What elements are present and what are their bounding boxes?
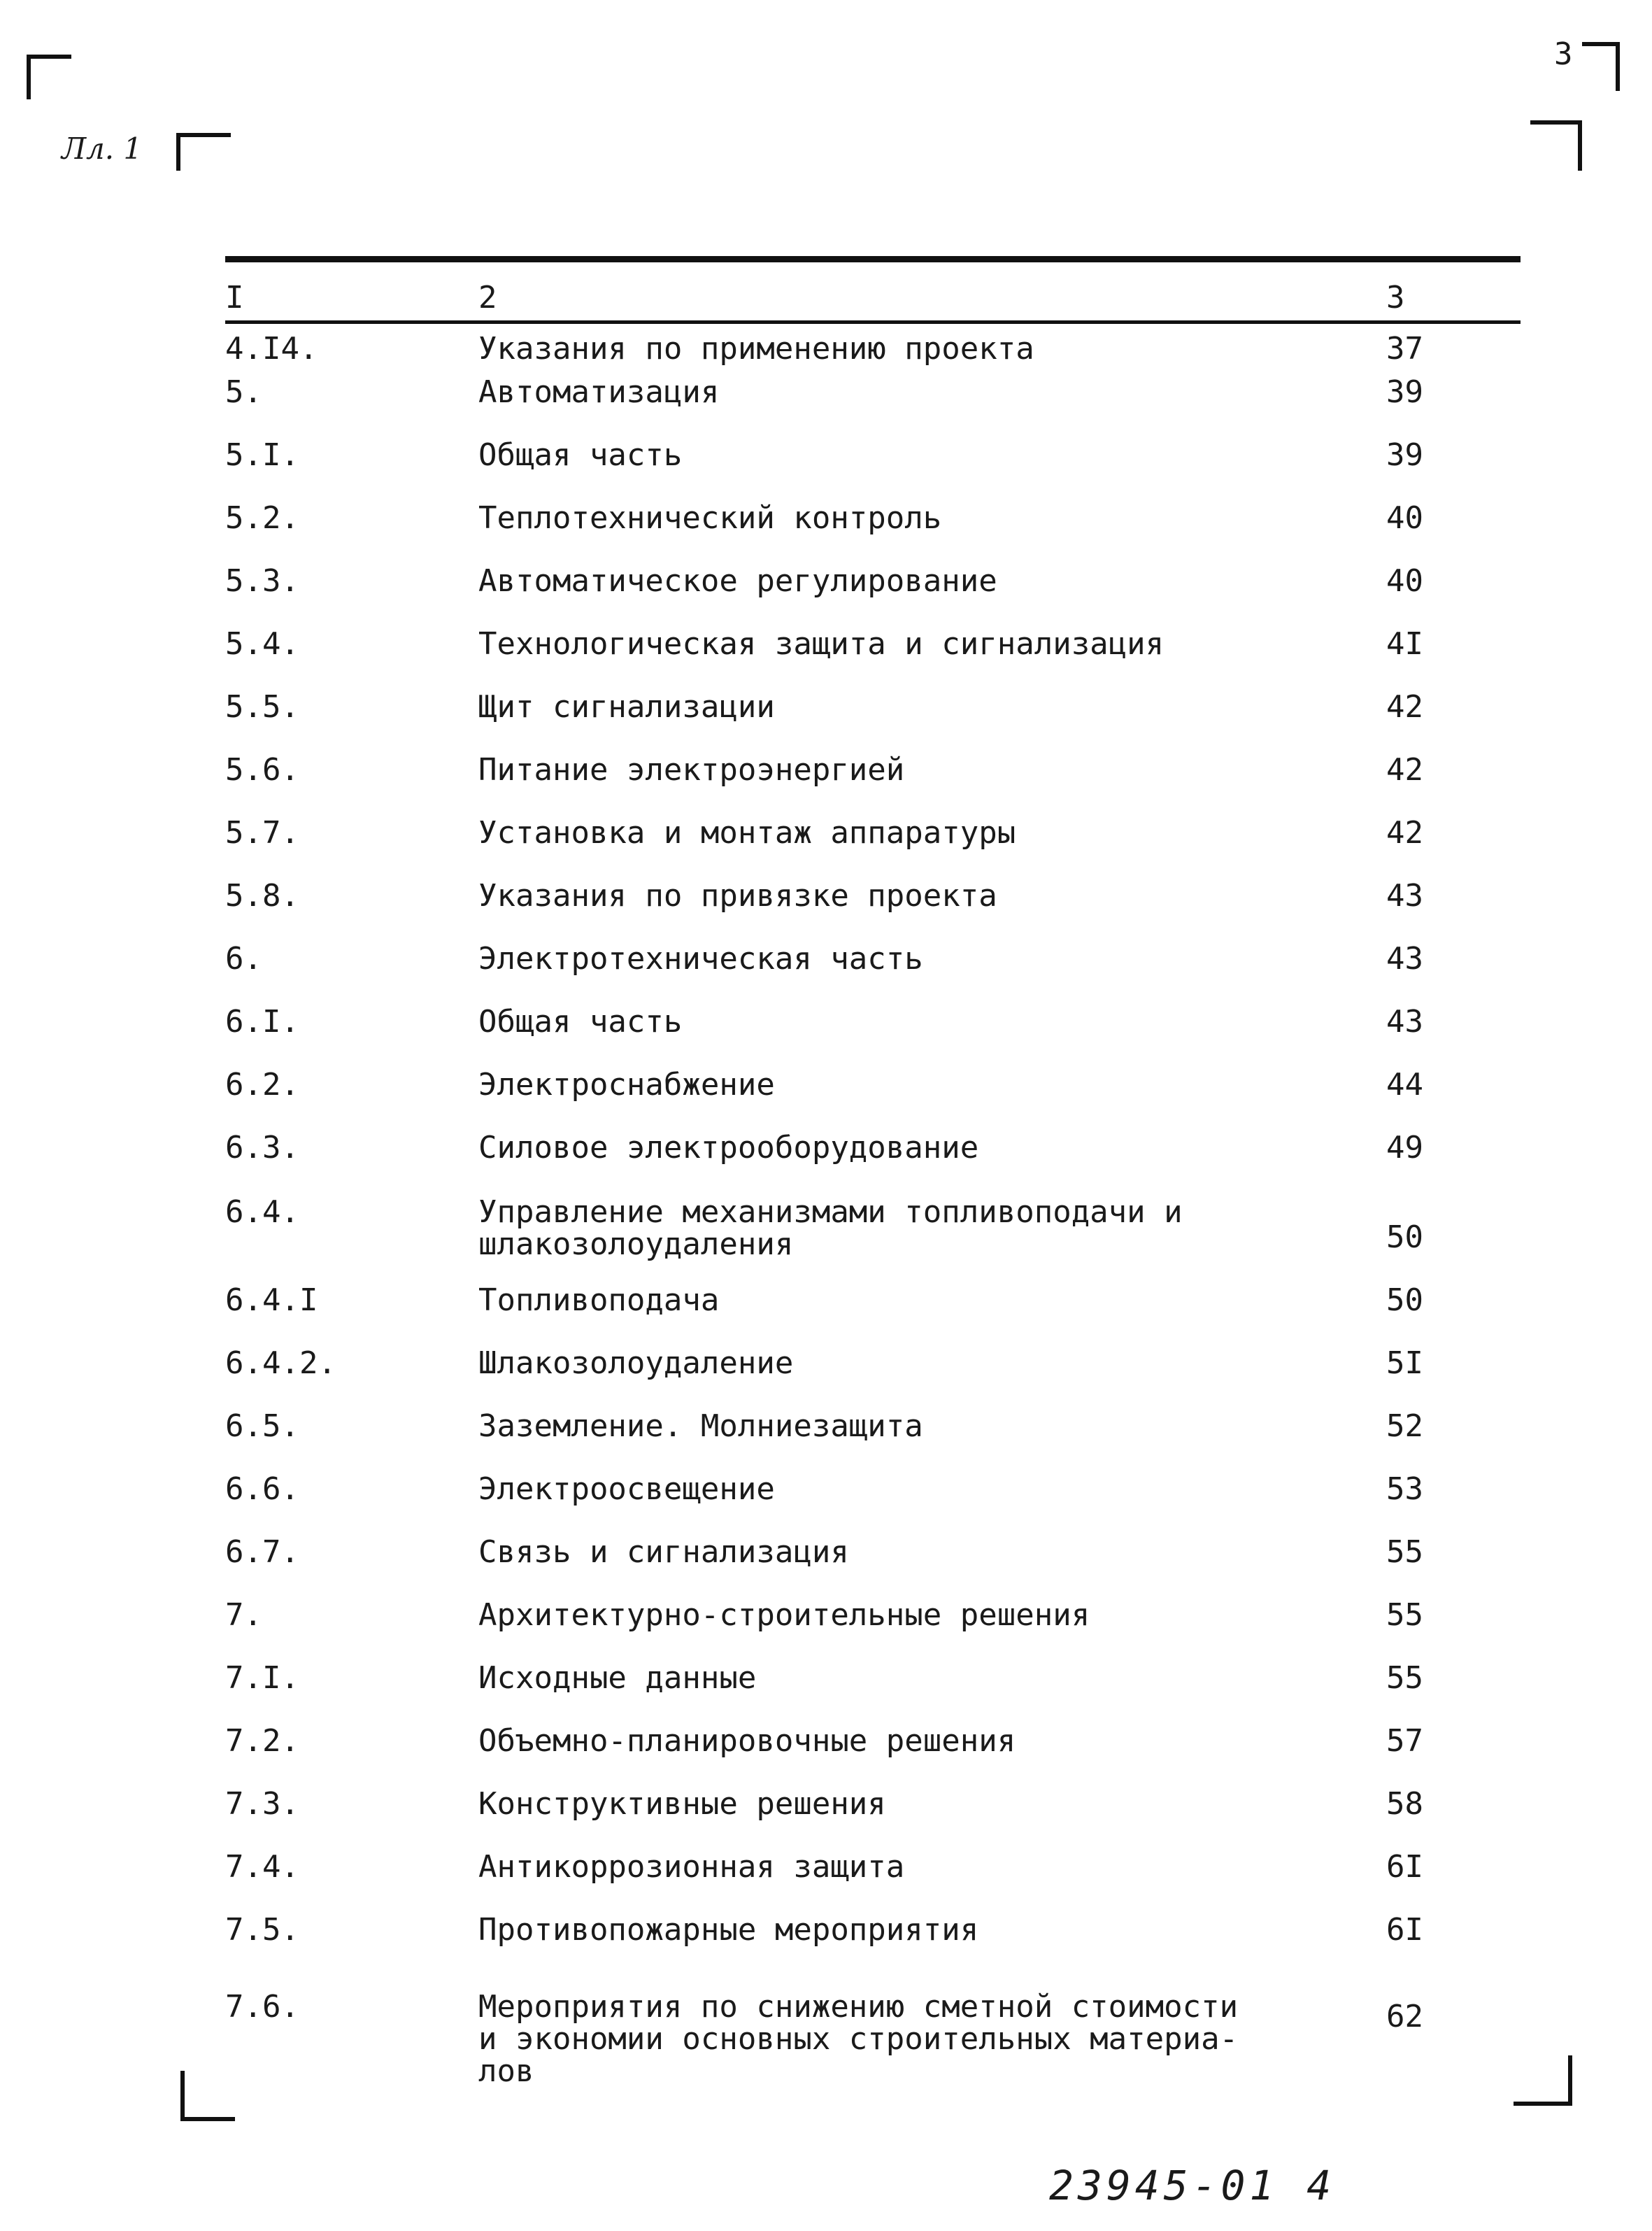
toc-section-number: 7.5. <box>225 1912 299 1948</box>
toc-page-number: 39 <box>1386 437 1423 473</box>
toc-page-number: 58 <box>1386 1786 1423 1822</box>
toc-page-number: 5I <box>1386 1345 1423 1381</box>
toc-section-title: Электротехническая часть <box>478 941 923 977</box>
corner-mark-frame-top-right <box>1530 120 1582 171</box>
toc-section-number: 5.4. <box>225 626 299 662</box>
toc-section-title: Электроосвещение <box>478 1471 775 1507</box>
corner-mark-frame-top-left <box>176 133 231 171</box>
toc-section-title: Щит сигнализации <box>478 689 775 725</box>
toc-section-title: Связь и сигнализация <box>478 1534 849 1570</box>
toc-page-number: 39 <box>1386 374 1423 410</box>
toc-section-title: Управление механизмами топливоподачи и шлакозолоудаления <box>478 1194 1183 1262</box>
toc-section-number: 5.8. <box>225 878 299 914</box>
toc-page-number: 37 <box>1386 331 1423 367</box>
toc-page-number: 52 <box>1386 1408 1423 1444</box>
toc-section-number: 6.3. <box>225 1130 299 1166</box>
toc-page-number: 50 <box>1386 1282 1423 1318</box>
toc-section-title: Конструктивные решения <box>478 1786 886 1822</box>
toc-section-title: Заземление. Молниезащита <box>478 1408 923 1444</box>
toc-page-number: 50 <box>1386 1219 1423 1255</box>
toc-page-number: 55 <box>1386 1597 1423 1633</box>
toc-page-number: 44 <box>1386 1067 1423 1103</box>
toc-section-title: Общая часть <box>478 1004 683 1040</box>
toc-section-number: 6. <box>225 941 262 977</box>
toc-page-number: 6I <box>1386 1912 1423 1948</box>
toc-section-title: Топливоподача <box>478 1282 720 1318</box>
toc-section-number: 6.2. <box>225 1067 299 1103</box>
toc-section-title: Автоматизация <box>478 374 720 410</box>
toc-section-number: 6.5. <box>225 1408 299 1444</box>
toc-section-number: 6.I. <box>225 1004 299 1040</box>
corner-mark-bottom-left <box>180 2071 235 2121</box>
toc-section-title: Силовое электрооборудование <box>478 1130 979 1166</box>
toc-page-number: 49 <box>1386 1130 1423 1166</box>
toc-page-number: 62 <box>1386 1999 1423 2034</box>
toc-page-number: 57 <box>1386 1723 1423 1759</box>
toc-section-number: 6.6. <box>225 1471 299 1507</box>
toc-section-title: Указания по привязке проекта <box>478 878 997 914</box>
toc-page-number: 43 <box>1386 1004 1423 1040</box>
toc-section-number: 6.4.I <box>225 1282 318 1318</box>
sheet-mark: Лл. 1 <box>62 132 143 166</box>
header-col-number: I <box>225 280 244 316</box>
toc-section-number: 7. <box>225 1597 262 1633</box>
toc-section-number: 6.4.2. <box>225 1345 336 1381</box>
toc-page-number: 42 <box>1386 815 1423 851</box>
toc-section-number: 6.7. <box>225 1534 299 1570</box>
header-col-page: 3 <box>1386 280 1405 316</box>
toc-page-number: 40 <box>1386 500 1423 536</box>
toc-page-number: 55 <box>1386 1534 1423 1570</box>
header-col-title: 2 <box>478 280 497 316</box>
toc-section-title: Установка и монтаж аппаратуры <box>478 815 1016 851</box>
toc-page-number: 53 <box>1386 1471 1423 1507</box>
toc-section-title: Общая часть <box>478 437 683 473</box>
table-header-rule <box>225 320 1521 324</box>
corner-mark-top-left <box>27 55 71 99</box>
toc-section-number: 7.4. <box>225 1849 299 1885</box>
toc-section-title: Объемно-планировочные решения <box>478 1723 1016 1759</box>
toc-page-number: 55 <box>1386 1660 1423 1696</box>
toc-section-number: 5.I. <box>225 437 299 473</box>
toc-section-number: 5.3. <box>225 563 299 599</box>
corner-mark-top-right <box>1582 42 1620 91</box>
toc-section-number: 7.6. <box>225 1989 299 2025</box>
table-header <box>225 280 1521 319</box>
toc-section-title: Противопожарные мероприятия <box>478 1912 979 1948</box>
toc-section-number: 5.7. <box>225 815 299 851</box>
toc-section-title: Автоматическое регулирование <box>478 563 997 599</box>
toc-section-number: 4.I4. <box>225 331 318 367</box>
toc-page-number: 6I <box>1386 1849 1423 1885</box>
toc-section-number: 6.4. <box>225 1194 299 1230</box>
table-top-rule <box>225 256 1521 262</box>
toc-page-number: 43 <box>1386 878 1423 914</box>
toc-page-number: 40 <box>1386 563 1423 599</box>
toc-section-title: Мероприятия по снижению сметной стоимости и экономии основных строительных материа- лов <box>478 1989 1239 2089</box>
toc-section-number: 5.2. <box>225 500 299 536</box>
toc-section-title: Теплотехнический контроль <box>478 500 942 536</box>
toc-section-number: 5. <box>225 374 262 410</box>
toc-page-number: 4I <box>1386 626 1423 662</box>
toc-section-title: Указания по применению проекта <box>478 331 1034 367</box>
toc-page-number: 43 <box>1386 941 1423 977</box>
toc-section-title: Антикоррозионная защита <box>478 1849 905 1885</box>
toc-section-title: Исходные данные <box>478 1660 757 1696</box>
toc-page-number: 42 <box>1386 752 1423 788</box>
toc-section-number: 7.I. <box>225 1660 299 1696</box>
toc-page-number: 42 <box>1386 689 1423 725</box>
toc-section-number: 5.6. <box>225 752 299 788</box>
toc-section-number: 7.2. <box>225 1723 299 1759</box>
toc-section-number: 5.5. <box>225 689 299 725</box>
toc-section-title: Питание электроэнергией <box>478 752 905 788</box>
toc-section-title: Архитектурно-строительные решения <box>478 1597 1090 1633</box>
corner-mark-bottom-right <box>1514 2055 1572 2106</box>
page-number: 3 <box>1554 36 1573 72</box>
toc-section-number: 7.3. <box>225 1786 299 1822</box>
toc-section-title: Шлакозолоудаление <box>478 1345 794 1381</box>
toc-section-title: Технологическая защита и сигнализация <box>478 626 1165 662</box>
toc-section-title: Электроснабжение <box>478 1067 775 1103</box>
document-code: 23945-01 4 <box>1049 2162 1336 2209</box>
